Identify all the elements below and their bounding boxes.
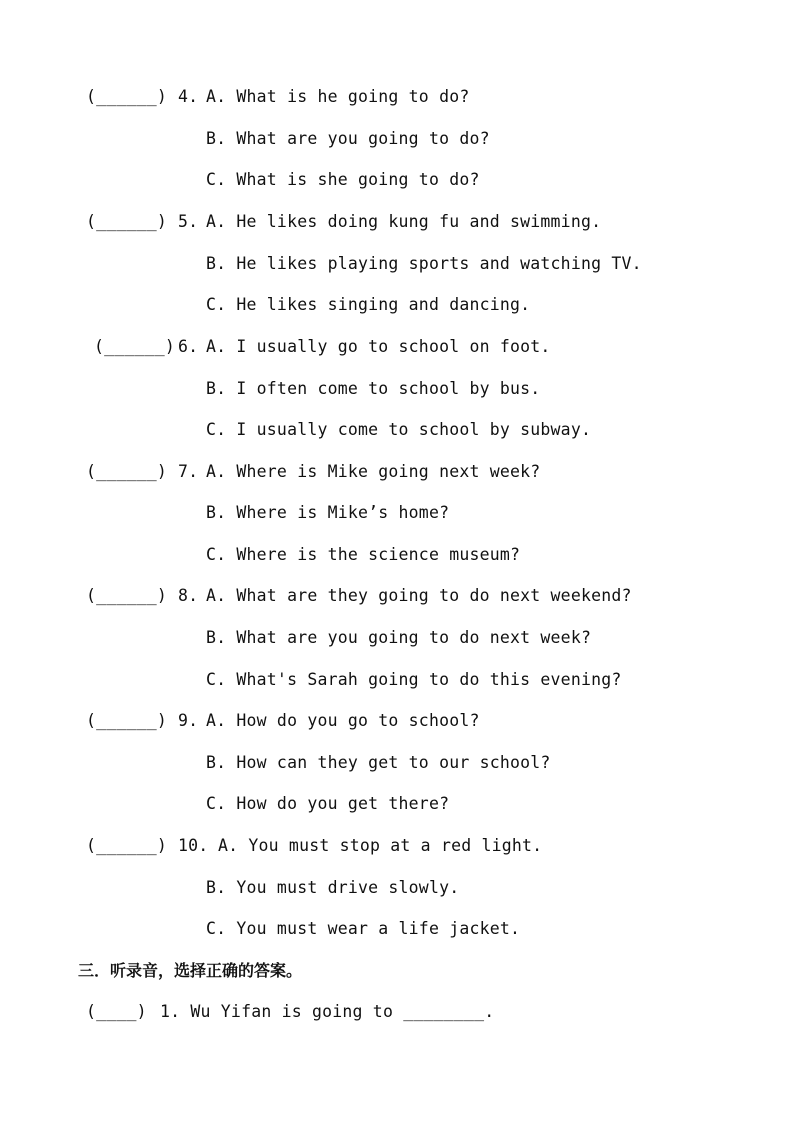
option-q4-a: A. What is he going to do? <box>206 87 470 106</box>
answer-bracket-q8[interactable]: (______) <box>86 586 168 605</box>
option-q8-c: C. What's Sarah going to do this evening? <box>206 670 622 689</box>
question-number-q6: 6. <box>178 337 199 356</box>
option-q4-c: C. What is she going to do? <box>206 170 480 189</box>
option-q10-b: B. You must drive slowly. <box>206 878 460 897</box>
option-q6-c: C. I usually come to school by subway. <box>206 420 592 439</box>
option-q8-b: B. What are you going to do next week? <box>206 628 592 647</box>
option-q10-c: C. You must wear a life jacket. <box>206 919 521 938</box>
option-q4-b: B. What are you going to do? <box>206 129 490 148</box>
answer-bracket-q5[interactable]: (______) <box>86 212 168 231</box>
question-number-q8: 8. <box>178 586 199 605</box>
option-q7-b: B. Where is Mike’s home? <box>206 503 450 522</box>
option-q5-c: C. He likes singing and dancing. <box>206 295 531 314</box>
section-3-heading: 三．听录音，选择正确的答案。 <box>78 961 303 980</box>
answer-bracket-q4[interactable]: (______) <box>86 87 168 106</box>
option-q6-b: B. I often come to school by bus. <box>206 379 541 398</box>
option-q8-a: A. What are they going to do next weekend? <box>206 586 632 605</box>
option-q6-a: A. I usually go to school on foot. <box>206 337 551 356</box>
answer-bracket-q7[interactable]: (______) <box>86 462 168 481</box>
question-number-q4: 4. <box>178 87 199 106</box>
option-q9-a: A. How do you go to school? <box>206 711 480 730</box>
answer-bracket-q10[interactable]: (______) <box>86 836 168 855</box>
option-q7-a: A. Where is Mike going next week? <box>206 462 541 481</box>
question-number-q7: 7. <box>178 462 199 481</box>
question-number-q5: 5. <box>178 212 199 231</box>
option-q7-c: C. Where is the science museum? <box>206 545 521 564</box>
option-q9-c: C. How do you get there? <box>206 794 450 813</box>
answer-bracket-s3-q1[interactable]: (____) <box>86 1002 147 1021</box>
question-number-q9: 9. <box>178 711 199 730</box>
answer-bracket-q6[interactable]: (______) <box>94 337 176 356</box>
option-q5-a: A. He likes doing kung fu and swimming. <box>206 212 602 231</box>
option-q9-b: B. How can they get to our school? <box>206 753 551 772</box>
answer-bracket-q9[interactable]: (______) <box>86 711 168 730</box>
question-number-q10: 10. <box>178 836 209 855</box>
option-q10-a: A. You must stop at a red light. <box>218 836 543 855</box>
question-s3-q1: 1. Wu Yifan is going to ________. <box>160 1002 495 1021</box>
option-q5-b: B. He likes playing sports and watching TV. <box>206 254 642 273</box>
